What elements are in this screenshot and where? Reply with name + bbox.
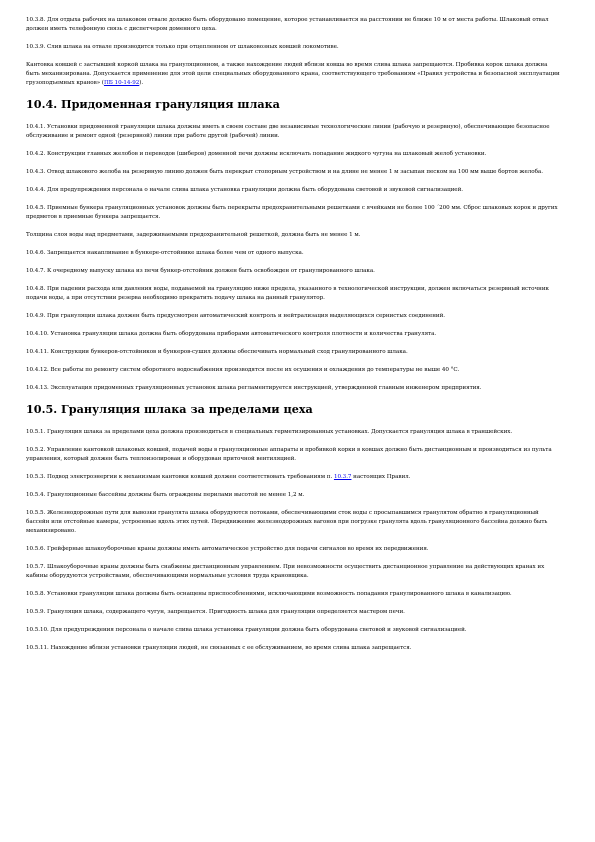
paragraph-10-5-7: 10.5.7. Шлакоуборочные краны должны быть снабжены дистанционным управлением. При невозможности осуществить дистанционное управление на действующих кранах их кабины оборудуются устройствами, обеспечивающими нормальные условия труда крановщика. [26,564,545,579]
paragraph-10-4-13: 10.4.13. Эксплуатация придоменных грануляционных установок шлака регламентируется инструкцией, утвержденной главным инженером предприятия. [26,385,482,391]
paragraph-10-5-3 [26,473,560,482]
link-10-3-7[interactable]: 10.3.7 [333,474,352,480]
paragraph-10-4-12: 10.4.12. Все работы по ремонту систем оборотного водоснабжения производятся после их осушения и охлаждения до температуры не выше 40 °С. [26,367,460,373]
paragraph-10-5-8: 10.5.8. Установки грануляции шлака должны быть оснащены приспособлениями, исключающими возможность попадания гранулированного шлака в канализацию. [26,591,512,597]
paragraph-10-4-5: 10.4.5. Приемные бункера грануляционных установок должны быть перекрыты предохранительными решетками с ячейками не более 100 ´200 мм. Сброс шлаковых корок и других предметов в приемные бункера запрещается. [26,205,558,220]
paragraph-10-4-4: 10.4.4. Для предупреждения персонала о начале слива шлака установка грануляции должна быть оборудована световой и звуковой сигнализацией. [26,187,463,193]
paragraph-10-5-10: 10.5.10. Для предупреждения персонала о начале слива шлака установка грануляции должна быть оборудована световой и звуковой сигнализацией. [26,627,467,633]
paragraph-10-5-5: 10.5.5. Железнодорожные пути для вывозки гранулята шлака оборудуются потоками, обеспечивающими сток воды с просыпавшимся гранулятом обратно в грануляционный бассейн или отстойные камеры, устроенные вдоль этих путей. Передвижение железнодорожных вагонов при погрузке гранулята вдоль грануляционного бассейна должно быть механизировано. [26,510,548,534]
paragraph-10-3-8: 10.3.8. Для отдыха рабочих на шлаковом отвале должно быть оборудовано помещение, которое устанавливается на расстоянии не ближе 10 м от места работы. Шлаковый отвал должен иметь телефонную связь с диспетчером доменного цеха. [26,17,549,32]
paragraph-10-4-2: 10.4.2. Конструкции главных желобов и переводов (шиберов) доменной печи должны исключать попадание жидкого чугуна на шлаковый желоб установки. [26,151,487,157]
paragraph-10-4-10: 10.4.10. Установка грануляции шлака должна быть оборудована приборами автоматического контроля плотности и количества гранулята. [26,331,437,337]
paragraph-10-5-4: 10.5.4. Грануляционные бассейны должны быть ограждены перилами высотой не менее 1,2 м. [26,492,305,498]
paragraph-text-suffix: ). [139,80,144,86]
document-page [26,16,560,662]
paragraph-text: Кантовка ковшей с застывшей коркой шлака на грануляционном, а также нахождение людей вблизи ковша во время слива шлака запрещаются. Пробивка корок шлака должна быть механизирована. Допускается применение для этой цели специальных оборудованного крана, соответствующего требованиям «Правил устройства и безопасной эксплуатации грузоподъемных кранов» ( [26,62,560,86]
paragraph-10-5-6: 10.5.6. Грейферные шлакоуборочные краны должны иметь автоматическое устройство для подачи сигналов во время их передвижения. [26,546,429,552]
paragraph-10-5-1: 10.5.1. Грануляция шлака за пределами цеха должна производиться в специальных герметизированных установках. Допускается грануляция шлака в траншейских. [26,429,513,435]
paragraph-10-4-3: 10.4.3. Отвод шлакового желоба на резервную линию должен быть перекрыт стопорным устройством и на длине не менее 1 м засыпан песком на 100 мм выше бортов желоба. [26,169,543,175]
paragraph-10-4-9: 10.4.9. При грануляции шлака должен быть предусмотрен автоматический контроль и нейтрализация выделяющихся сернистых соединений. [26,313,445,319]
paragraph-10-4-6: 10.4.6. Запрещается накапливание в бункере-отстойнике шлака более чем от одного выпуска. [26,250,304,256]
paragraph-10-4-7: 10.4.7. К очередному выпуску шлака из печи бункер-отстойник должен быть освобожден от гранулированного шлака. [26,268,375,274]
paragraph-text-suffix: настоящих Правил. [351,474,411,480]
paragraph-text: 10.5.3. Подвод электроэнергии к механизмам кантовки ковшей должен соответствовать требованиям п. [26,474,334,480]
link-pb-10-14-92[interactable]: ПБ 10-14-92 [103,80,140,86]
section-title-10-4: 10.4. Придоменная грануляция шлака [26,97,280,111]
section-title-10-5: 10.5. Грануляция шлака за пределами цеха [26,402,313,416]
paragraph-water-layer: Толщина слоя воды над предметами, задерживаемыми предохранительной решеткой, должна быть не менее 1 м. [26,232,361,238]
paragraph-10-4-1: 10.4.1. Установки придоменной грануляции шлака должны иметь в своем составе две независимые технологические линии (рабочую и резервную), обеспечивающие безопасное обслуживание и ремонт одной (резервной) линии при работе другой (рабочей) линии. [26,124,550,139]
paragraph-10-4-11: 10.4.11. Конструкции бункеров-отстойников и бункеров-сушил должны обеспечивать нормальный сход гранулированного шлака. [26,349,408,355]
paragraph-cantovka [26,61,560,88]
paragraph-10-3-9: 10.3.9. Слив шлака на отвале производится только при отцепленном от шлаковозных ковшей локомотиве. [26,44,339,50]
paragraph-10-4-8: 10.4.8. При падении расхода или давления воды, подаваемой на грануляцию ниже предела, указанного в технологической инструкции, должен включаться резервный источник подачи воды, а при отсутствии резерва необходимо прекратить подачу шлака на данный гранулятор. [26,286,549,301]
paragraph-10-5-11: 10.5.11. Нахождение вблизи установки грануляции людей, не связанных с ее обслуживанием, во время слива шлака запрещается. [26,645,412,651]
paragraph-10-5-9: 10.5.9. Грануляция шлака, содержащего чугун, запрещается. Пригодность шлака для грануляции определяется мастером печи. [26,609,405,615]
paragraph-10-5-2: 10.5.2. Управление кантовкой шлаковых ковшей, подачей воды в грануляционные аппараты и пробивкой корки в ковшах должно быть дистанционным и производиться из пульта управления, который должен быть теплоизолирован и оборудован приточной вентиляцией. [26,447,552,462]
